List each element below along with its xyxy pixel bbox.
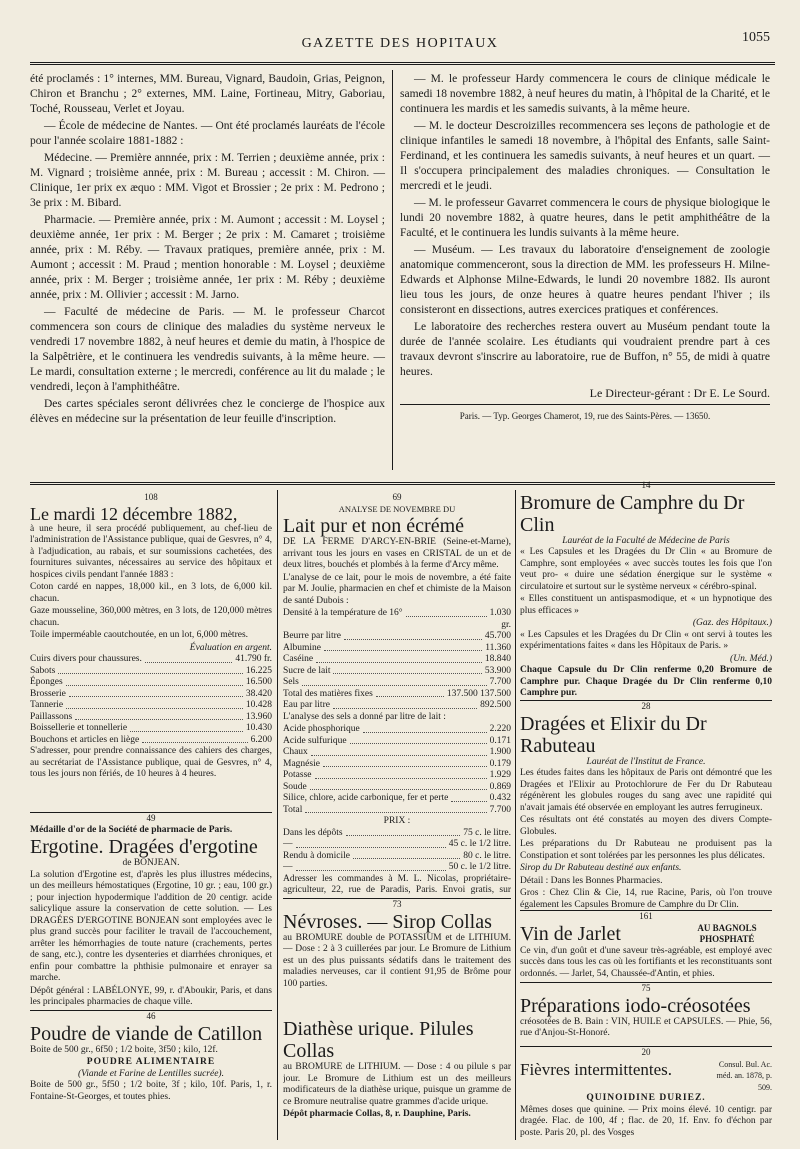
ads-divider-2: [515, 490, 516, 1140]
ad-prices: Boite de 500 gr., 6f50 ; 1/2 boite, 3f50 ; kilo, 12f.: [30, 1044, 218, 1055]
price-row: — 45 c. le 1/2 litre.: [283, 839, 511, 849]
price-row: Cuirs divers pour chaussures. 41.790 fr.: [30, 654, 272, 664]
ad-depot: Dépôt pharmacie Collas, 8, r. Dauphine, Paris.: [283, 1109, 471, 1119]
paragraph: été proclamés : 1° internes, MM. Bureau, Vignard, Baudoin, Grias, Peignon, Chiron et Branchu ; 2° externes, MM. Laine, Fortineau, Mitry, Gaboriau, Toché, Rousseau, Verlet et Joyau.: [30, 73, 385, 115]
ad-citation: (Un. Méd.): [730, 653, 772, 664]
signature: Le Directeur-gérant : Dr E. Le Sourd.: [589, 386, 770, 400]
ad-headline: Préparations iodo-créosotées: [520, 994, 751, 1017]
price-row: Dans les dépôts 75 c. le litre.: [283, 827, 511, 838]
paragraph: — Faculté de médecine de Paris. — M. le professeur Charcot commencera son cours de clinique des maladies du système nerveux le vendredi 17 novembre 1882, à neuf heures et demie du matin, à l'hospice de la Salpêtrière, et le continuera les vendredis suivants, à la même heure. — Le mardi, consultation externe ; le mercredi, conférence au lit du malade ; le vendredi, leçon à l'amphithéâtre.: [30, 306, 385, 393]
paragraph: — École de médecine de Nantes. — Ont été proclamés lauréats de l'école pour l'année scolaire 1881-1882 :: [30, 120, 385, 147]
silice-row: Silice, chlore, acide carbonique, fer et perte 0.432: [283, 793, 511, 803]
ad-text: au BROMURE double de POTASSIUM et de LITHIUM. — Dose : 2 à 3 cuillerées par jour. Le Bromure de Lithium est un des plus puissants sédatifs dans le traitement des maladies nerveuses, car il contient 91,95 de Brôme pour 100 parties.: [283, 932, 511, 989]
ad-quinoidine: [520, 1046, 772, 1143]
ad-citation: (Gaz. des Hôpitaux.): [692, 618, 772, 628]
paragraph: Pharmacie. — Première année, prix : M. Aumont ; accessit : M. Loysel ; deuxième année, 1er prix : M. Berger ; 2e prix : M. Camaret ; troisième année, prix : M. Réby. — Travaux pratiques, première année, prix : M. Aumont ; accessit : M. Praud ; mention honorable : M. Loysel ; deuxième année, prix : M. Berger ; troisième année, 1er prix : M. Réby ; deuxième année, prix : M. Ollivier ; accessit : M. Jarno.: [30, 214, 385, 301]
ad-text: Sirop du Dr Rabuteau destiné aux enfants.: [520, 863, 682, 873]
journal-title: GAZETTE DES HOPITAUX: [301, 36, 499, 51]
ad-headline: Diathèse urique. Pilules Collas: [283, 1018, 474, 1062]
price-row: Éponges 16.500: [30, 677, 272, 687]
ad-number: 28: [641, 701, 651, 711]
ad-footer: S'adresser, pour prendre connaissance des cahiers des charges, au secrétariat de l'Assistance publique, quai de Gesvres, n° 4, tous les jours non fériés, de 10 heures à 4 heures.: [30, 746, 272, 779]
price-row: Sabots 16.225: [30, 665, 272, 676]
eau-row: Eau par litre 892.500: [283, 700, 511, 710]
salt-row: Potasse 1.929: [283, 770, 511, 780]
price-row: Rendu à domicile 80 c. le litre.: [283, 850, 511, 861]
page-number: 1055: [742, 30, 770, 45]
paragraph: Médecine. — Première annnée, prix : M. Terrien ; deuxième année, prix : M. Vignard ; troisième année, prix : M. Bureau ; accessit : M. Chiron. — Clinique, 1er prix ex æquo : MM. Vigot et Brossier ; 2e prix : M. Pedrono ; 3e prix : M. Bibard.: [30, 152, 385, 209]
ad-headline: Névroses. — Sirop Collas: [283, 910, 492, 933]
ad-headline: Le mardi 12 décembre 1882,: [30, 503, 238, 524]
ad-headline: Bromure de Camphre du Dr Clin: [520, 491, 745, 536]
ad-text: au BROMURE de LITHIUM. — Dose : 4 ou pilule s par jour. Le Bromure de Lithium est un des meilleurs modificateurs de la diathèse urique, puisque un gramme de ce Bromure neutralise quatre grammes d'acide urique.: [283, 1062, 511, 1107]
medal-line: Médaille d'or de la Société de pharmacie de Paris.: [30, 824, 233, 835]
eval-label: Évaluation en argent.: [189, 642, 272, 653]
ads-divider-1: [277, 490, 278, 1140]
column-divider: [392, 70, 393, 470]
ad-headline: Fièvres intermittentes.: [520, 1059, 673, 1079]
ad-text: à une heure, il sera procédé publiquement, au chef-lieu de l'administration de l'Assistance publique, quai de Gesvres, n° 4, à l'adjudication, au rabais, et sur soumissions cachetées, des fournitures suivantes, nécessaires au service des hôpitaux et hospices civils pendant l'année 1883 :: [30, 523, 272, 580]
ad-subtitle: (Viande et Farine de Lentilles sucrée).: [78, 1068, 224, 1079]
price-row: Brosserie 38.420: [30, 688, 272, 699]
ad-text: Boite de 500 gr., 5f50 ; 1/2 boite, 3f ; kilo, 10f. Paris, 1, r. Fontaine-St-Georges, et toutes phies.: [30, 1080, 272, 1102]
salt-row: Acide phosphorique 2.220: [283, 724, 511, 734]
ad-assistance-publique: [30, 492, 272, 810]
right-column: [400, 72, 770, 424]
ad-subhead: Lauréat de l'Institut de France.: [586, 756, 706, 767]
price-row: Tannerie 10.428: [30, 700, 272, 710]
ad-text: L'analyse de ce lait, pour le mois de novembre, a été faite par M. Joulie, pharmacien en chef et chimiste de la Maison de santé Dubois :: [283, 572, 511, 606]
price-row: Boissellerie et tonnellerie 10.430: [30, 723, 272, 733]
ad-number: 69: [392, 492, 402, 502]
ad-number: 14: [641, 480, 651, 490]
ad-vin-jarlet: [520, 910, 772, 981]
ad-gros: Gros : Chez Clin & Cie, 14, rue Racine, Paris, où l'on trouve également les Capsules Bromure de Camphre du Dr Clin.: [520, 888, 772, 909]
ad-headline: Lait pur et non écrémé: [283, 515, 465, 537]
unit-label: gr.: [501, 619, 511, 630]
ad-number: 161: [639, 911, 653, 921]
ad-text: La solution d'Ergotine est, d'après les plus illustres médecins, un des meilleurs hémostatiques (Ergotine, 10 gr. ; eau, 100 gr.) ; pour injection hypodermique l'addition de 20 centigr. acide salicylique assure la conservation de cette solution. — Les DRAGÉES D'ERGOTINE BONJEAN sont employées avec le plus grand succès pour faciliter le travail de l'accouchement, arrêter les hémorrhagies de toute nature (crachements, pertes de sang, etc.), contre les dysenteries et diarrhées chroniques, et enfin pour combattre la phthisie pulmonaire et enrayer sa marche.: [30, 869, 272, 983]
ad-text: Ces résultats ont été constatés au moyen des divers Compte-Globules.: [520, 815, 772, 837]
ad-caps: Chaque Capsule du Dr Clin renferme 0,20 Bromure de Camphre pur. Chaque Dragée du Dr Clin renferme 0,10 Camphre pur.: [520, 665, 772, 698]
ad-number: 108: [144, 492, 158, 502]
ad-detail: Détail : Dans les Bonnes Pharmacies.: [520, 875, 663, 886]
ad-text: Les préparations du Dr Rabuteau ne produisent pas la Constipation et sont tolérées par les personnes les plus délicates.: [520, 839, 772, 861]
header-rule: [30, 62, 775, 65]
paragraph: — M. le professeur Gavarret commencera le cours de physique biologique le lundi 20 novembre 1882, à quatre heures, dans le petit amphithéâtre de la Faculté, et le continuera les lundis suivants à la même heure.: [400, 197, 770, 239]
left-column: [30, 72, 385, 429]
total-row: Total des matières fixes 137.500 137.500: [283, 688, 511, 699]
ad-subhead: de BONJEAN.: [122, 858, 180, 868]
ad-text: Mêmes doses que quinine. — Prix moins élevé. 10 centigr. par dragée. Flac. de 100, 4f ; flac. de 20, 1f. Env. fo d'échon par poste. Paris 20, pl. des Vosges: [520, 1104, 772, 1138]
ad-sirop-collas: [283, 898, 511, 1017]
ad-quote: « Les Capsules et les Dragées du Dr Clin « au Bromure de Camphre, sont employées « avec succès toutes les fois que l'on veut pro- « duire une sédation énergique sur le système « circulatoire et surtout sur le système nerveux « cérébro-spinal.: [520, 547, 772, 592]
ad-item: Toile imperméable caoutchoutée, en un lot, 6,000 mètres.: [30, 630, 249, 640]
ad-subhead: Lauréat de la Faculté de Médecine de Paris: [562, 535, 730, 546]
ad-bromure-camphre: [520, 480, 772, 698]
ad-tag: AU BAGNOLS PHOSPHATÉ: [697, 922, 757, 944]
prix-head: PRIX :: [383, 816, 411, 826]
ad-item: Gaze mousseline, 360,000 mètres, en 3 lots, de 120,000 mètres chacun.: [30, 606, 272, 628]
ad-text: Ce vin, d'un goût et d'une saveur très-agréable, est employé avec succès dans tous les cas où les fortifiants et les reconstituants sont ordonnés. — Jarlet, 54, Chaussée-d'Antin, et phies.: [520, 945, 772, 979]
ad-number: 49: [146, 813, 156, 823]
ad-headline: Poudre de viande de Catillon: [30, 1022, 263, 1045]
salt-row: Chaux 1.900: [283, 747, 511, 757]
ad-brand: QUINOIDINE DURIEZ.: [586, 1093, 706, 1103]
paragraph: — Muséum. — Les travaux du laboratoire d'enseignement de zoologie anatomique commenceront, sous la direction de MM. les professeurs H. Milne-Edwards et Alphonse Milne-Edwards, le lundi 20 novembre 1882. Ils auront lieu tous les jours, de onze heures à quatre heures pendant l'hiver ; ils consisteront en dissections, autres exercices pratiques et conférences.: [400, 244, 770, 316]
ad-quote: « Les Capsules et les Dragées du Dr Clin « ont servi à toutes les expérimentations faites « dans les Hôpitaux de Paris. »: [520, 629, 772, 651]
ad-text: DE LA FERME D'ARCY-EN-BRIE (Seine-et-Marne), arrivant tous les jours en vases en CRISTAL de un et de deux litres, bouchés et plombés à la ferme d'Arcy même.: [283, 537, 511, 570]
ad-rabuteau: [520, 700, 772, 909]
paragraph: — M. le docteur Descroizilles recommencera ses leçons de pathologie et de clinique infantiles le samedi 18 novembre, à l'hôpital des Enfants, salle Saint-Ferdinand, et les continuera les samedis suivants, à neuf heures et un quart. — Il s'occupera principalement des maladies chroniques. — Consultation le mercredi et le jeudi.: [400, 120, 770, 192]
ad-title: POUDRE ALIMENTAIRE: [86, 1057, 216, 1067]
ad-headline: Ergotine. Dragées d'ergotine: [30, 836, 258, 858]
analyse-label: ANALYSE DE NOVEMBRE DU: [338, 503, 456, 514]
paragraph: Des cartes spéciales seront délivrées chez le concierge de l'hospice aux élèves en médecine sur la présentation de leur feuille d'inscription.: [30, 398, 385, 425]
price-row: Bouchons et articles en liège 6.200: [30, 734, 272, 745]
ad-headline: Vin de Jarlet: [520, 922, 621, 945]
ad-number: 20: [641, 1047, 651, 1057]
composition-row: Beurre par litre 45.700: [283, 631, 511, 641]
ad-depot: Dépôt général : LABÉLONYE, 99, r. d'Aboukir, Paris, et dans les principales pharmacies de chaque ville.: [30, 985, 272, 1007]
ad-number: 75: [641, 983, 651, 993]
salt-row: Acide sulfurique 0.171: [283, 735, 511, 746]
total-row: Total 7.700: [283, 804, 511, 815]
paragraph: Le laboratoire des recherches restera ouvert au Muséum pendant toute la durée de l'année scolaire. Les étudiants qui voudraient prendre part à ces travaux devront s'inscrire au laboratoire, rue de Buffon, n° 55, de midi à quatre heures.: [400, 321, 770, 378]
paragraph: — M. le professeur Hardy commencera le cours de clinique médicale le samedi 18 novembre 1882, à neuf heures du matin, à l'hôpital de la Charité, et le continuera les mardis et les samedis suivants, à la même heure.: [400, 73, 770, 115]
price-row: Paillassons 13.960: [30, 711, 272, 722]
ad-text: L'analyse des sels a donné par litre de lait :: [283, 711, 446, 722]
composition-row: Sucre de lait 53.900: [283, 665, 511, 676]
ad-headline: Dragées et Elixir du Dr Rabuteau: [520, 712, 707, 757]
composition-row: Sels 7.700: [283, 677, 511, 687]
composition-row: Albumine 11.360: [283, 642, 511, 653]
ad-number: 73: [392, 899, 402, 909]
ad-pilules-collas: [283, 1018, 511, 1140]
ad-poudre-viande: [30, 1010, 272, 1141]
ad-ergotine: [30, 812, 272, 1008]
salt-row: Soude 0.869: [283, 781, 511, 792]
composition-row: Caséine 18.840: [283, 654, 511, 664]
ad-iodo-creosotees: [520, 982, 772, 1045]
ad-quote: « Elles constituent un antispasmodique, et « un hypnotique des plus efficaces »: [520, 594, 772, 616]
ad-reference: Consul. Bul. Ac. méd. an. 1878, p. 509.: [716, 1059, 772, 1092]
imprint: Paris. — Typ. Georges Chamerot, 19, rue des Saints-Pères. — 13650.: [459, 411, 711, 421]
ad-text: créosotées de B. Bain : VIN, HUILE et CAPSULES. — Phie, 56, rue d'Anjou-St-Honoré.: [520, 1016, 772, 1038]
salt-row: Magnésie 0.179: [283, 758, 511, 769]
ad-item: Coton cardé en nappes, 18,000 kil., en 3 lots, de 6,000 kil. chacun.: [30, 582, 272, 604]
ad-footer: Adresser les commandes à M. L. Nicolas, propriétaire-agriculteur, 22, rue de Paradis, Paris. Envoi gratis, sur: [283, 873, 511, 895]
densite-row: Densité à la température de 16° 1.030: [283, 608, 511, 618]
ad-text: Les études faites dans les hôpitaux de Paris ont démontré que les Dragées et l'Elixir au Protochlorure de Fer du Dr Rabuteau régénèrent les globules rouges du sang avec une rapidité qui n'avait jamais été observée en employant les autres ferrugineux.: [520, 768, 772, 813]
price-row: — 50 c. le 1/2 litre.: [283, 862, 511, 872]
ad-lait-arcy: [283, 492, 511, 896]
ad-number: 46: [146, 1011, 156, 1021]
